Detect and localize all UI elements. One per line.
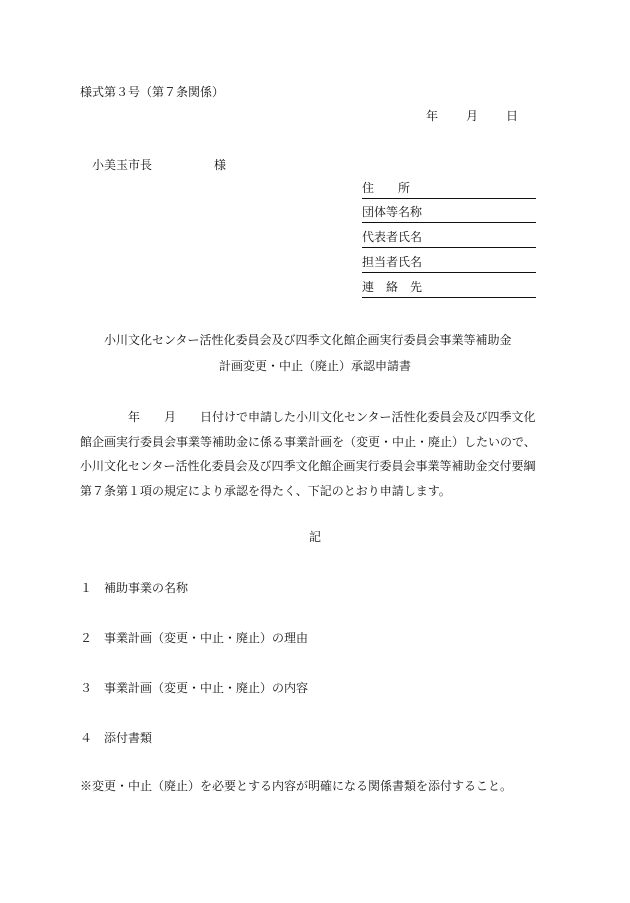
- item-label: 補助事業の名称: [104, 581, 189, 595]
- item-number: ４: [80, 731, 93, 745]
- list-item: [80, 730, 152, 746]
- ki-heading: 記: [308, 530, 321, 544]
- list-item: [80, 680, 308, 696]
- document-title-line2: 計画変更・中止（廃止）承認申請書: [218, 359, 411, 373]
- addressee-honorific: 様: [214, 158, 227, 172]
- applicant-contact-person-label: 担当者氏名: [362, 255, 423, 269]
- attachment-note: ※変更・中止（廃止）を必要とする内容が明確になる関係書類を添付すること。: [80, 779, 513, 793]
- applicant-phone-field[interactable]: [362, 279, 536, 298]
- body-line: 小川文化センター活性化委員会及び四季文化館企画実行委員会事業等補助金交付要綱: [80, 459, 536, 473]
- date-line: [426, 108, 518, 124]
- applicant-organization-field[interactable]: [362, 204, 536, 223]
- body-paragraph: [80, 405, 550, 503]
- applicant-address-field[interactable]: [362, 180, 536, 199]
- applicant-representative-label: 代表者氏名: [362, 230, 423, 244]
- item-number: ２: [80, 631, 93, 645]
- date-year: 年: [426, 109, 439, 123]
- applicant-address-label: 住 所: [362, 181, 411, 195]
- date-month: 月: [466, 109, 479, 123]
- addressee-name: 小美玉市長: [92, 158, 153, 172]
- item-label: 添付書類: [104, 731, 153, 745]
- body-line: 年 月 日付けで申請した小川文化センター活性化委員会及び四季文化: [80, 410, 536, 424]
- list-item: [80, 630, 308, 646]
- item-label: 事業計画（変更・中止・廃止）の内容: [104, 681, 309, 695]
- applicant-phone-label: 連 絡 先: [362, 280, 423, 294]
- item-number: ３: [80, 681, 93, 695]
- applicant-organization-label: 団体等名称: [362, 205, 423, 219]
- applicant-representative-field[interactable]: [362, 229, 536, 248]
- applicant-contact-person-field[interactable]: [362, 254, 536, 273]
- body-line: 第７条第１項の規定により承認を得たく、下記のとおり申請します。: [80, 483, 451, 498]
- body-line: 館企画実行委員会事業等補助金に係る事業計画を（変更・中止・廃止）したいので、: [80, 434, 536, 449]
- document-title-line1: 小川文化センター活性化委員会及び四季文化館企画実行委員会事業等補助金: [104, 333, 512, 347]
- form-number: 様式第３号（第７条関係）: [80, 85, 225, 99]
- item-number: １: [80, 581, 93, 595]
- date-day: 日: [506, 109, 519, 123]
- list-item: [80, 580, 188, 596]
- item-label: 事業計画（変更・中止・廃止）の理由: [104, 631, 309, 645]
